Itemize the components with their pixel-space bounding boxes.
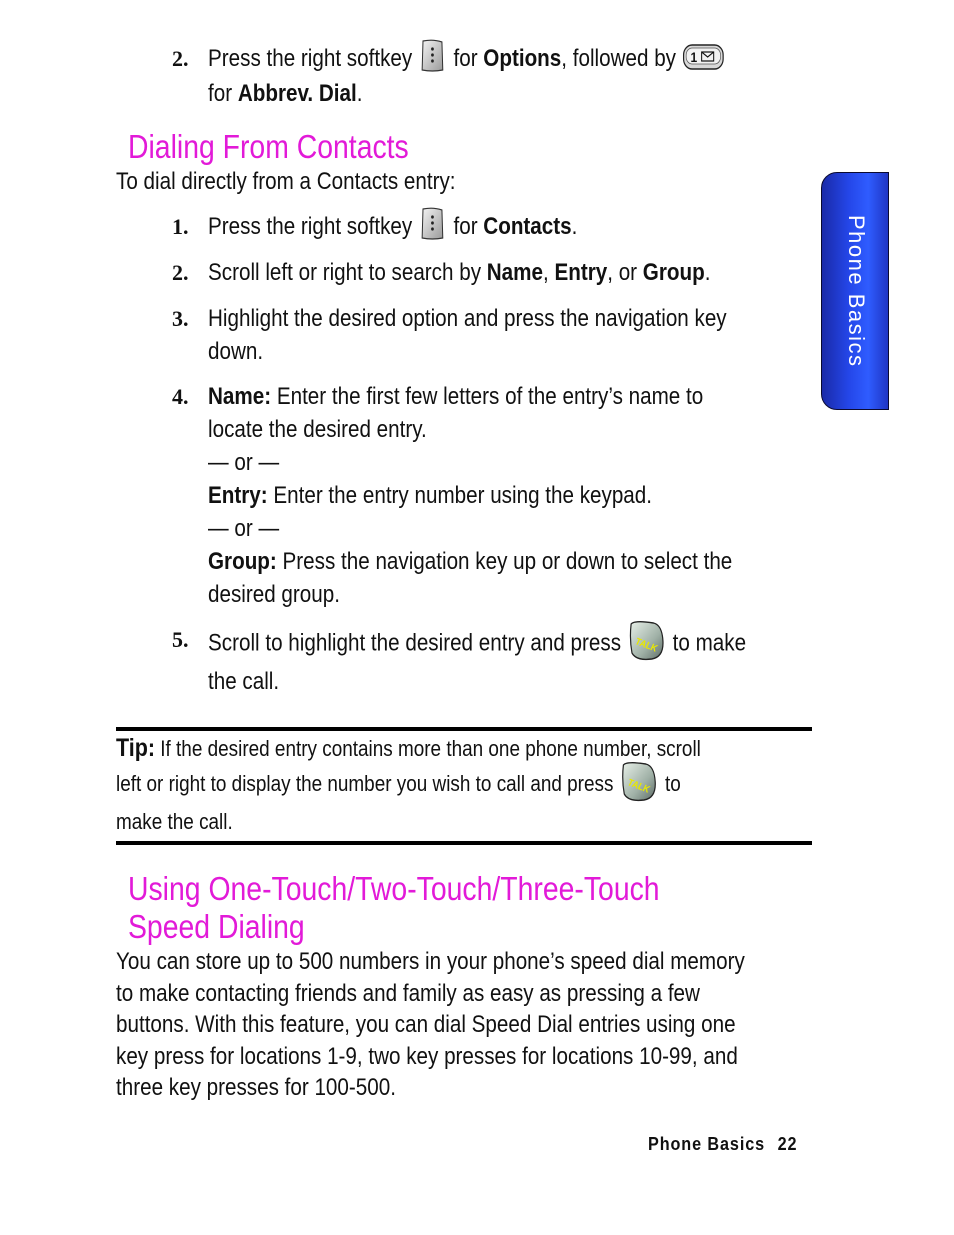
step-2-scroll-search: 2. Scroll left or right to search by Name, Entry, or Group. [172,256,812,289]
page-footer [648,1134,797,1155]
step-text: Press the navigation key up or down to select the [276,548,733,575]
contacts-label: Contacts [483,213,572,240]
step-4-search-modes [172,380,812,611]
step-text: desired group. [208,581,340,608]
paragraph-line: to make contacting friends and family as easy as pressing a few [116,979,700,1007]
tip-bottom-rule [116,841,812,845]
tip-text: If the desired entry contains more than one phone number, scroll [155,736,701,761]
step-number: 2. [172,46,189,71]
step-text: for [453,213,478,240]
step-text: Scroll to highlight the desired entry and press [208,629,622,657]
paragraph-line: three key presses for 100-500. [116,1074,396,1101]
step-2-abbrev-dial: 2. Press the right softkey for Options, followed by 1 for Abbrev. Dial. [172,42,812,110]
section-intro: To dial directly from a Contacts entry: [116,168,456,195]
group-label: Group: [208,548,277,575]
svg-text:TALK: TALK [634,635,659,654]
step-text: the call. [208,668,280,695]
step-number: 4. [172,384,189,409]
right-softkey-icon [421,207,445,241]
section-side-tab [821,172,889,410]
paragraph-line: buttons. With this feature, you can dial Speed Dial entries using one [116,1011,736,1038]
step-number: 3. [172,306,189,331]
tip-box [116,733,701,837]
svg-text:TALK: TALK [626,776,652,795]
step-text: Highlight the desired option and press the navigation key [208,305,727,332]
tip-text: to [665,770,681,796]
step-text: Enter the first few letters of the entry’s name to [271,383,704,410]
footer-section-name: Phone Basics [648,1134,766,1154]
step-5-make-call [172,623,812,698]
step-1-contacts: 1. Press the right softkey for Contacts. [172,210,812,245]
or-separator: — or — [208,515,280,542]
talk-key-icon [620,760,658,802]
step-text: Scroll left or right to search by [208,259,482,286]
tip-text: left or right to display the number you wish to call and press [116,770,614,796]
side-tab-label: Phone Basics [844,215,869,368]
right-softkey-icon [421,39,445,73]
section-heading-dialing-from-contacts: Dialing From Contacts [128,128,409,165]
or-separator: — or — [208,449,280,476]
step-text: Press the right softkey [208,213,413,240]
paragraph-line: key press for locations 1-9, two key presses for locations 10-99, and [116,1042,738,1070]
tip-top-rule [116,727,812,731]
entry-label: Entry [554,259,608,286]
speed-dial-paragraph [116,946,745,1104]
tip-label: Tip: [116,734,156,762]
group-label: Group [642,259,705,286]
step-number: 5. [172,627,189,652]
step-text: for [208,79,233,107]
abbrev-dial-label: Abbrev. Dial [237,79,357,107]
step-number: 2. [172,260,189,285]
page-number: 22 [777,1134,798,1154]
step-text: , followed by [561,45,677,72]
step-text: Enter the entry number using the keypad. [267,482,653,509]
svg-text:1: 1 [690,48,698,65]
step-text: for [453,45,478,72]
tip-text: make the call. [116,809,233,834]
talk-key-icon [628,619,666,661]
section-heading-speed-dialing: Using One-Touch/Two-Touch/Three-Touch Speed Dialing [128,870,660,945]
step-text: down. [208,338,264,365]
step-text: locate the desired entry. [208,416,427,443]
step-text: to make [672,629,747,657]
key-1-voicemail-icon [683,43,724,71]
step-number: 1. [172,214,189,239]
paragraph-line: You can store up to 500 numbers in your phone’s speed dial memory [116,948,745,975]
options-label: Options [483,45,562,72]
name-label: Name [486,259,543,286]
entry-label: Entry: [208,482,268,509]
step-3-highlight-option [172,302,812,368]
step-text: Press the right softkey [208,45,413,72]
name-label: Name: [208,383,272,410]
